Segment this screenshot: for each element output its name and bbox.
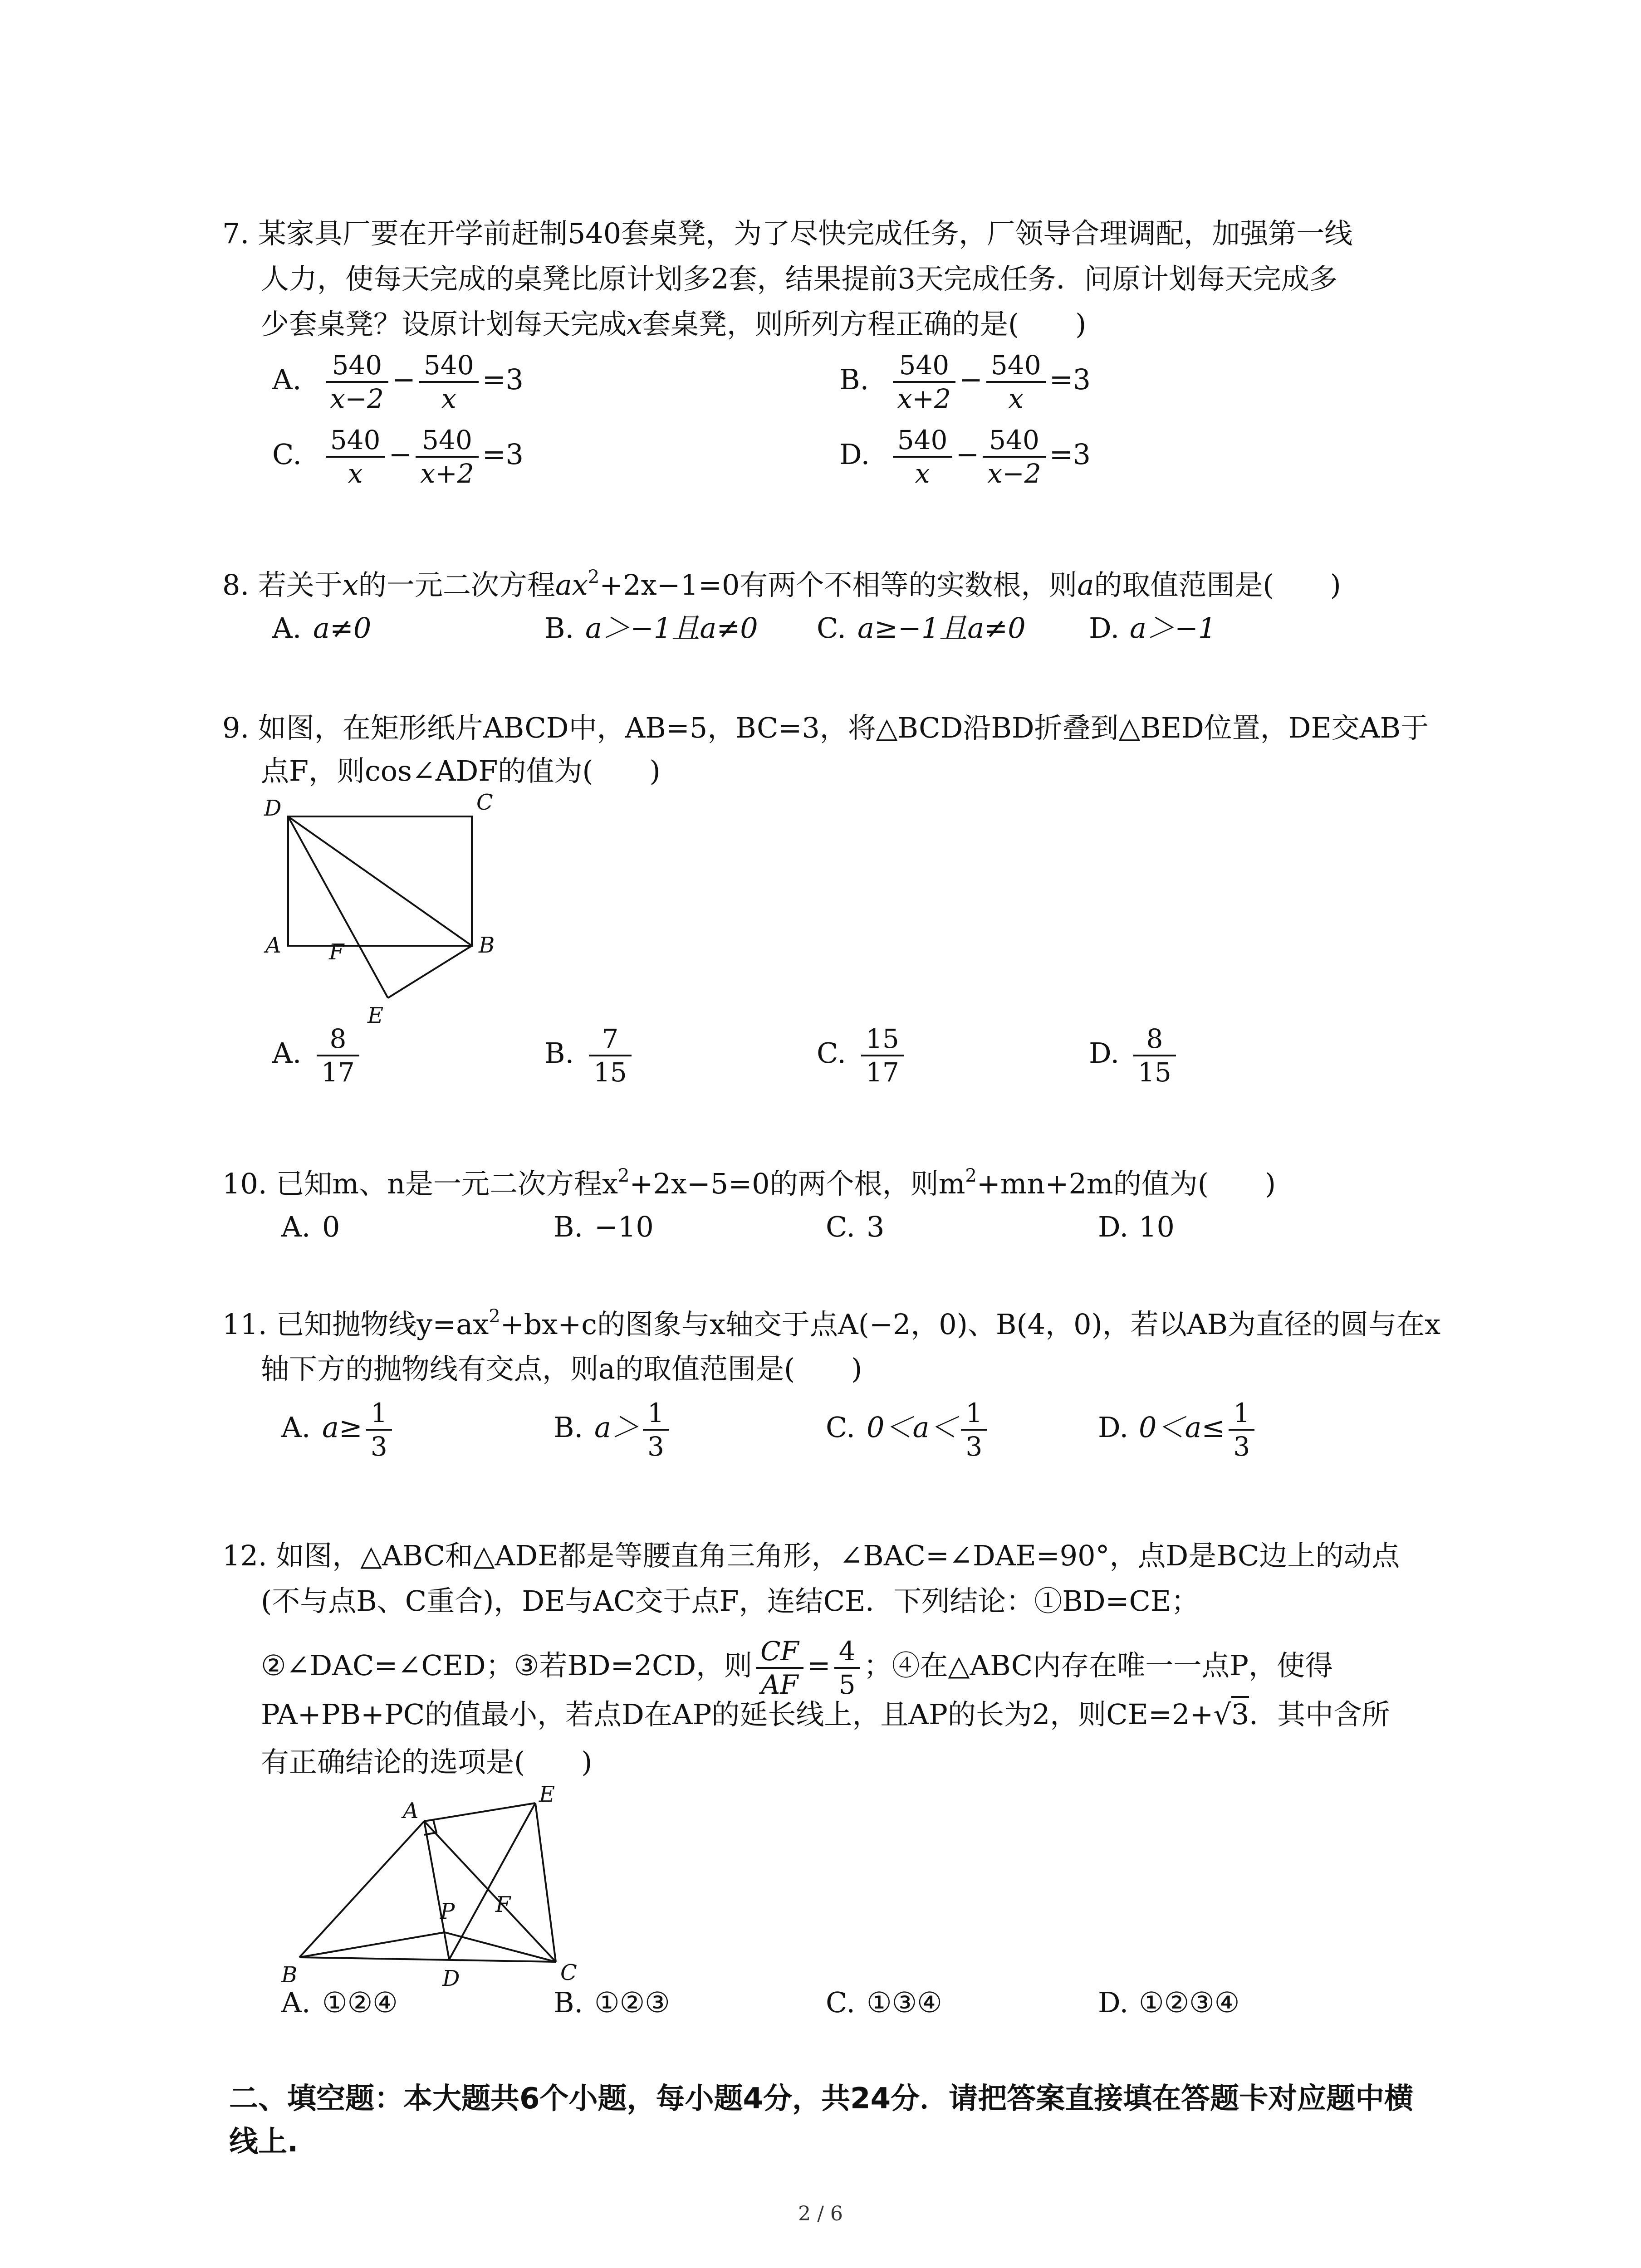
segment-pb [299, 1932, 445, 1957]
q11-line1: 11. 已知抛物线$y=ax^2+bx+c$的图象与x轴交于点A(−2，0)、B(4，0)，若以AB为直径的圆与在x [222, 1306, 1441, 1341]
fraction: $\frac{8}{15}$ [1133, 1023, 1176, 1088]
fraction: $\frac{CF}{AF}$ [756, 1635, 803, 1701]
q10-stem: 10. 已知m、n是一元二次方程$x^2+2x-5=0$的两个根，则$m^2+mn+2m$的值为( ) [222, 1165, 1276, 1200]
q9-figure [254, 789, 508, 1034]
q12-line5: 有正确结论的选项是( ) [261, 1745, 593, 1779]
section-2-heading-line1: 二、填空题：本大题共6个小题，每小题4分，共24分．请把答案直接填在答题卡对应题中横 [229, 2082, 1414, 2116]
label-f: F [495, 1892, 511, 1917]
q9-line2: 点F，则cos∠ADF的值为( ) [261, 754, 661, 787]
page-number: 2 / 6 [798, 2202, 843, 2225]
q8-stem: 8. 若关于x的一元二次方程$ax^2+2x-1=0$有两个不相等的实数根，则a的取值范围是( ) [222, 567, 1341, 601]
q7-option-a: A. $\frac{540}{x-2}$ − $\frac{540}{x}$ =3 [272, 350, 524, 414]
fraction: $\frac{540}{x}$ [326, 424, 385, 489]
fraction: $\frac{1}{3}$ [961, 1397, 987, 1462]
fraction: $\frac{1}{3}$ [643, 1397, 669, 1462]
q7-line2: 人力，使每天完成的桌凳比原计划多2套，结果提前3天完成任务．问原计划每天完成多 [261, 262, 1337, 295]
label-d: D [442, 1966, 460, 1991]
q11-option-d: D. 0＜a≤ $\frac{1}{3}$ [1098, 1397, 1258, 1462]
q7-option-c: C. $\frac{540}{x}$ − $\frac{540}{x+2}$ =3 [272, 425, 524, 489]
fraction: $\frac{540}{x}$ [986, 349, 1046, 415]
fraction: $\frac{15}{17}$ [861, 1023, 904, 1088]
q12-line3: ②∠DAC=∠CED；③若BD=2CD，则 $\frac{CF}{AF}$ = $\frac{4}{5}$ ；④在△ABC内存在唯一一点P，使得 [261, 1636, 1333, 1700]
segment-ac [424, 1821, 556, 1962]
label-a: A [403, 1798, 419, 1823]
fraction: $\frac{8}{17}$ [317, 1023, 359, 1088]
label-b: B [479, 933, 495, 958]
q9-option-c: C. $\frac{15}{17}$ [817, 1023, 907, 1088]
q7-option-b: B. $\frac{540}{x+2}$ − $\frac{540}{x}$ =3 [839, 350, 1091, 414]
sqrt-sign: √ [1213, 1698, 1231, 1731]
segment-bc [299, 1957, 556, 1962]
q8-option-b: B. a＞−1且a≠0 [544, 611, 758, 645]
segment-de [288, 816, 388, 998]
q12-option-d: D. ①②③④ [1098, 1986, 1240, 2019]
q12-option-a: A. ①②④ [281, 1986, 398, 2019]
q11-line2: 轴下方的抛物线有交点，则a的取值范围是( ) [261, 1352, 862, 1385]
q8-option-c: C. a≥−1且a≠0 [817, 611, 1026, 645]
q12-line4: PA+PB+PC的值最小，若点D在AP的延长线上，且AP的长为2，则CE=2+√3．其中含所 [261, 1696, 1390, 1733]
label-e: E [539, 1783, 555, 1807]
q11-option-c: C. 0＜a＜ $\frac{1}{3}$ [826, 1397, 990, 1462]
q9-option-a: A. $\frac{8}{17}$ [272, 1023, 363, 1088]
q10-option-b: B. −10 [554, 1210, 654, 1243]
q10-option-a: A. 0 [281, 1210, 340, 1243]
label-f: F [329, 939, 344, 965]
q12-line1: 12. 如图，△ABC和△ADE都是等腰直角三角形，∠BAC=∠DAE=90°，点D是BC边上的动点 [222, 1539, 1400, 1572]
segment-ae [424, 1803, 535, 1821]
fraction: $\frac{540}{x+2}$ [416, 424, 478, 489]
segment-eb [388, 946, 472, 998]
label-b: B [281, 1962, 298, 1988]
label-e: E [367, 1003, 384, 1028]
q9-option-b: B. $\frac{7}{15}$ [544, 1023, 635, 1088]
q11-option-b: B. a＞ $\frac{1}{3}$ [554, 1397, 672, 1462]
q8-option-d: D. a＞−1 [1089, 611, 1216, 645]
q12-line2: (不与点B、C重合)，DE与AC交于点F，连结CE．下列结论：①BD=CE； [261, 1584, 1200, 1618]
q10-option-d: D. 10 [1098, 1210, 1175, 1243]
fraction: $\frac{540}{x-2}$ [326, 349, 388, 415]
q12-figure [268, 1783, 585, 1996]
diagonal-bd [288, 816, 472, 946]
fraction: $\frac{540}{x-2}$ [983, 424, 1045, 489]
q7-line1: 7. 某家具厂要在开学前赶制540套桌凳，为了尽快完成任务，厂领导合理调配，加强第一线 [222, 217, 1353, 250]
label-d: D [264, 796, 282, 821]
q7-option-d: D. $\frac{540}{x}$ − $\frac{540}{x-2}$ =3 [839, 425, 1091, 489]
label-p: P [440, 1899, 455, 1924]
q10-option-c: C. 3 [826, 1210, 885, 1243]
segment-pc [445, 1932, 556, 1962]
fraction: $\frac{4}{5}$ [834, 1635, 860, 1701]
label-c: C [476, 790, 493, 815]
label-c: C [560, 1960, 577, 1985]
fraction: $\frac{7}{15}$ [589, 1023, 632, 1088]
q7-line3: 少套桌凳？设原计划每天完成x套桌凳，则所列方程正确的是( ) [261, 308, 1087, 341]
fraction: $\frac{540}{x+2}$ [893, 349, 955, 415]
label-a: A [265, 933, 281, 958]
q9-option-d: D. $\frac{8}{15}$ [1089, 1023, 1180, 1088]
q8-option-a: A. a≠0 [272, 611, 372, 645]
fraction: $\frac{540}{x}$ [893, 424, 952, 489]
section-2-heading-line2: 线上. [229, 2125, 299, 2159]
fraction: $\frac{1}{3}$ [366, 1397, 392, 1462]
segment-ab [299, 1821, 424, 1957]
segment-ce [535, 1803, 556, 1962]
q12-option-c: C. ①③④ [826, 1986, 942, 2019]
q9-line1: 9. 如图，在矩形纸片ABCD中，AB=5，BC=3，将△BCD沿BD折叠到△BED位置，DE交AB于 [222, 711, 1429, 744]
q12-option-b: B. ①②③ [554, 1986, 670, 2019]
fraction: $\frac{1}{3}$ [1229, 1397, 1254, 1462]
q11-option-a: A. a≥ $\frac{1}{3}$ [281, 1397, 396, 1462]
fraction: $\frac{540}{x}$ [419, 349, 479, 415]
segment-ad [424, 1821, 449, 1960]
